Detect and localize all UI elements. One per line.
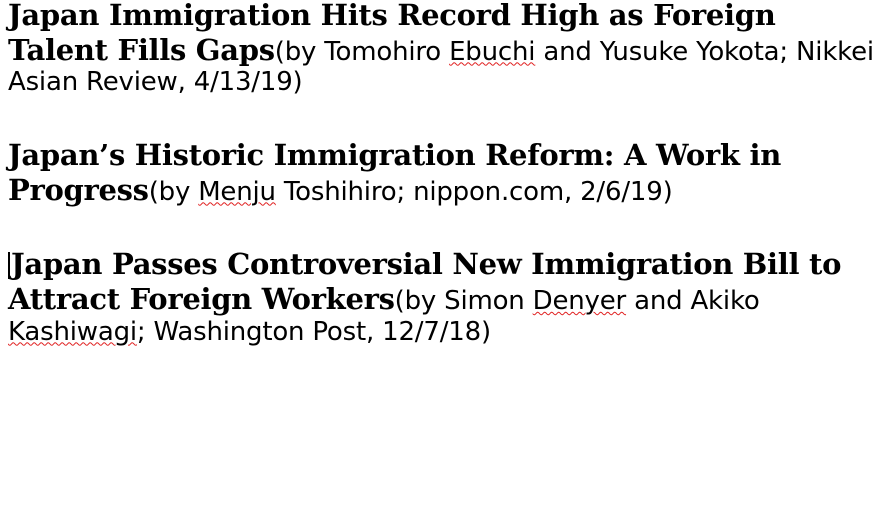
article-title: Japan Passes Controversial New Immigration Bill to Attract Foreign Workers <box>8 247 842 317</box>
article-entry <box>8 138 877 207</box>
citation-middle: and Akiko <box>626 286 760 317</box>
article-title: Japan’s Historic Immigration Reform: A Work in Progress <box>8 138 781 207</box>
misspelled-word: Ebuchi <box>449 36 536 67</box>
citation-suffix: ; Washington Post, 12/7/18) <box>136 316 491 347</box>
citation-suffix: Toshihiro; nippon.com, 2/6/19) <box>275 176 673 207</box>
article-entry <box>8 0 877 98</box>
misspelled-word: Denyer <box>532 286 627 317</box>
article-citation <box>149 177 673 207</box>
text-cursor <box>8 252 10 279</box>
citation-suffix: and Yusuke Yokota; Nikkei Asian Review, 4/13/19) <box>8 36 874 98</box>
citation-prefix: (by Tomohiro <box>274 36 450 67</box>
citation-prefix: (by <box>148 176 199 207</box>
misspelled-word: Kashiwagi <box>8 316 137 347</box>
article-entry <box>8 247 877 347</box>
citation-prefix: (by Simon <box>394 286 533 317</box>
article-title: Japan Immigration Hits Record High as Foreign Talent Fills Gaps <box>8 0 776 67</box>
misspelled-word: Menju <box>198 176 276 207</box>
